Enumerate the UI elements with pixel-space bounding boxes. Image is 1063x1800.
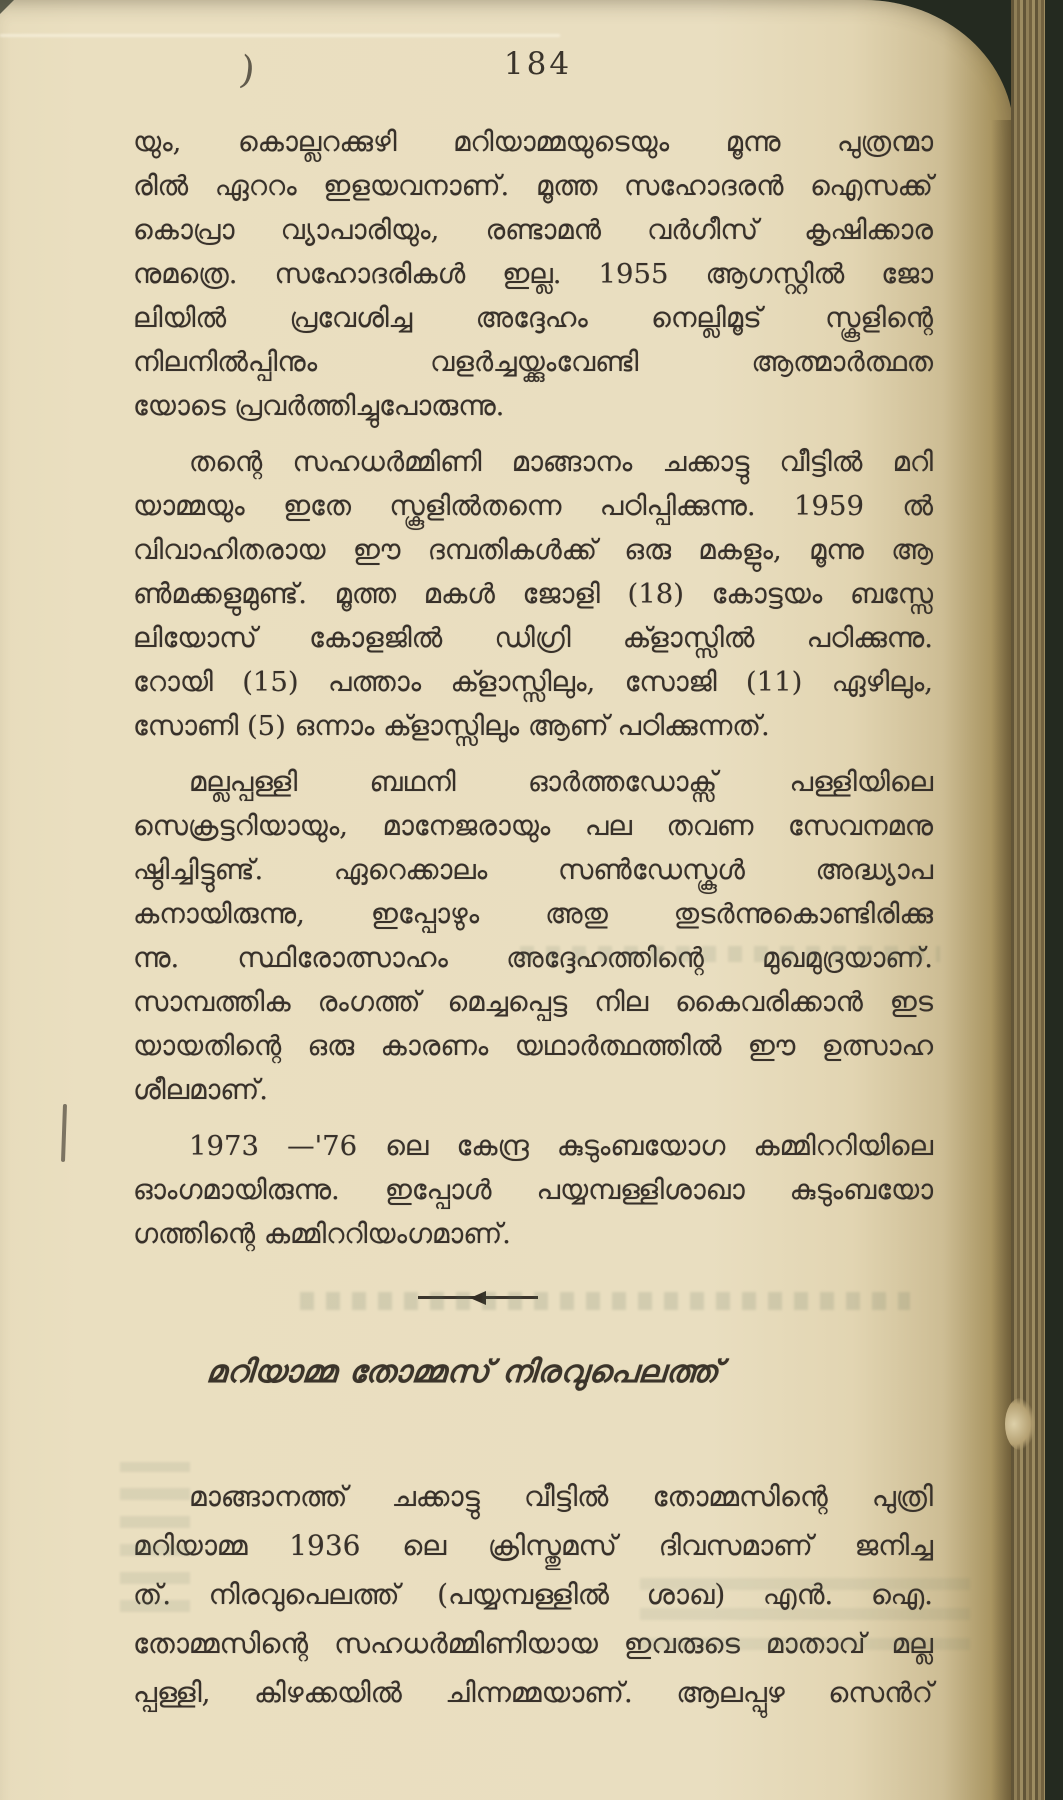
paragraph xyxy=(133,1472,933,1717)
section-heading: മറിയാമ്മ തോമ്മസ് നിരവുപെലത്ത് xyxy=(205,1354,721,1390)
text-line: ശീലമാണ്. xyxy=(133,1074,268,1106)
text-line: യാമ്മയും ഇതേ സ്കൂളിൽതന്നെ പഠിപ്പിക്കുന്നു. 1959 ൽ xyxy=(133,490,933,522)
biography-text-thomas xyxy=(133,120,933,1256)
text-line: തന്റെ സഹധർമ്മിണി മാങ്ങാനം ചക്കാട്ടു വീട്ടിൽ മറി xyxy=(189,446,933,478)
text-line: യായതിന്റെ ഒരു കാരണം യഥാർത്ഥത്തിൽ ഈ ഉത്സാഹ xyxy=(133,1030,933,1062)
text-line: ഓംഗമായിരുന്നു. ഇപ്പോൾ പയ്യമ്പള്ളിശാഖാ കുടുംബയോ xyxy=(133,1174,933,1206)
scan-artifact-line xyxy=(0,34,560,37)
paragraph xyxy=(133,440,933,748)
text-line: ലിയോസ് കോളജിൽ ഡിഗ്രി ക്ളാസ്സിൽ പഠിക്കുന്നു. xyxy=(133,622,933,654)
text-line: തോമ്മസിന്റെ സഹധർമ്മിണിയായ ഇവരുടെ മാതാവ് മല്ല xyxy=(133,1627,933,1660)
text-line: നിലനിൽപ്പിനും വളർച്ചയ്ക്കുംവേണ്ടി ആത്മാർത്ഥത xyxy=(133,346,933,378)
text-line: പ്പള്ളി, കിഴക്കയിൽ ചിന്നമ്മയാണ്. ആലപ്പുഴ സെൻറ് xyxy=(133,1676,933,1709)
text-line: ഷ്ഠിച്ചിട്ടുണ്ട്. ഏറെക്കാലം സൺഡേസ്കൂൾ അദ്ധ്യാപ xyxy=(133,854,933,886)
text-line: യോടെ പ്രവർത്തിച്ചുപോരുന്നു. xyxy=(133,390,505,422)
paragraph xyxy=(133,1124,933,1256)
text-line: സാമ്പത്തിക രംഗത്ത് മെച്ചപ്പെട്ട നില കൈവരിക്കാൻ ഇട xyxy=(133,986,933,1018)
biography-text-mariamma xyxy=(133,1472,933,1717)
text-line: നുമത്രെ. സഹോദരികൾ ഇല്ല. 1955 ആഗസ്റ്റിൽ ജോ xyxy=(133,258,933,290)
text-line: രിൽ ഏററം ഇളയവനാണ്. മൂത്ത സഹോദരൻ ഐസക്ക് xyxy=(133,170,933,202)
text-line: സെക്രട്ടറിയായും, മാനേജരായും പല തവണ സേവനമനു xyxy=(133,810,933,842)
text-line: സോണി (5) ഒന്നാം ക്ളാസ്സിലും ആണ് പഠിക്കുന്നത്. xyxy=(133,710,770,742)
paragraph xyxy=(133,120,933,428)
text-line: ൺമക്കളുമുണ്ട്. മൂത്ത മകൾ ജോളി (18) കോട്ടയം ബസ്സേ xyxy=(133,578,933,610)
paragraph xyxy=(133,760,933,1112)
text-line: 1973 —'76 ലെ കേന്ദ്ര കുടുംബയോഗ കമ്മിററിയിലെ xyxy=(189,1130,933,1162)
text-line: മറിയാമ്മ 1936 ലെ ക്രിസ്തുമസ് ദിവസമാണ് ജനിച്ച xyxy=(133,1529,933,1562)
book-page-edges xyxy=(1011,0,1045,1800)
margin-ink-mark xyxy=(61,1104,67,1162)
page-corner-shadow xyxy=(0,0,14,14)
arrow-icon xyxy=(470,1291,486,1305)
text-line: കനായിരുന്നു, ഇപ്പോഴും അതു തുടർന്നുകൊണ്ടിരിക്കു xyxy=(133,898,933,930)
text-line: ഗത്തിന്റെ കമ്മിററിയംഗമാണ്. xyxy=(133,1218,511,1250)
text-line: മല്ലപ്പള്ളി ബഥനി ഓർത്തഡോക്സ് പള്ളിയിലെ xyxy=(189,766,933,798)
text-line: റോയി (15) പത്താം ക്ളാസ്സിലും, സോജി (11) ഏഴിലും, xyxy=(133,666,933,698)
text-line: കൊപ്രാ വ്യാപാരിയും, രണ്ടാമൻ വർഗീസ് കൃഷിക്കാര xyxy=(133,214,933,246)
stray-ink-mark: ) xyxy=(237,47,258,93)
text-line: ലിയിൽ പ്രവേശിച്ച അദ്ദേഹം നെല്ലിമൂട് സ്കൂളിന്റെ xyxy=(133,302,933,334)
text-line: യും, കൊല്ലറക്കുഴി മറിയാമ്മയുടെയും മൂന്നു പുത്രന്മാ xyxy=(133,126,933,158)
text-line: വിവാഹിതരായ ഈ ദമ്പതികൾക്ക് ഒരു മകളും, മൂന്നു ആ xyxy=(133,534,933,566)
text-line: മാങ്ങാനത്ത് ചക്കാട്ടു വീട്ടിൽ തോമ്മസിന്റെ പുത്രി xyxy=(189,1480,933,1513)
page-edge-highlight xyxy=(1005,1398,1035,1450)
page-text-block xyxy=(133,120,933,1729)
page-number: 184 xyxy=(503,46,573,82)
section-divider xyxy=(418,1290,538,1304)
text-line: ത്. നിരവുപെലത്ത് (പയ്യമ്പള്ളിൽ ശാഖ) എൻ. ഐ. xyxy=(133,1578,933,1611)
text-line: ന്നു. സ്ഥിരോത്സാഹം അദ്ദേഹത്തിന്റെ മുഖമുദ്രയാണ്. xyxy=(133,942,933,974)
